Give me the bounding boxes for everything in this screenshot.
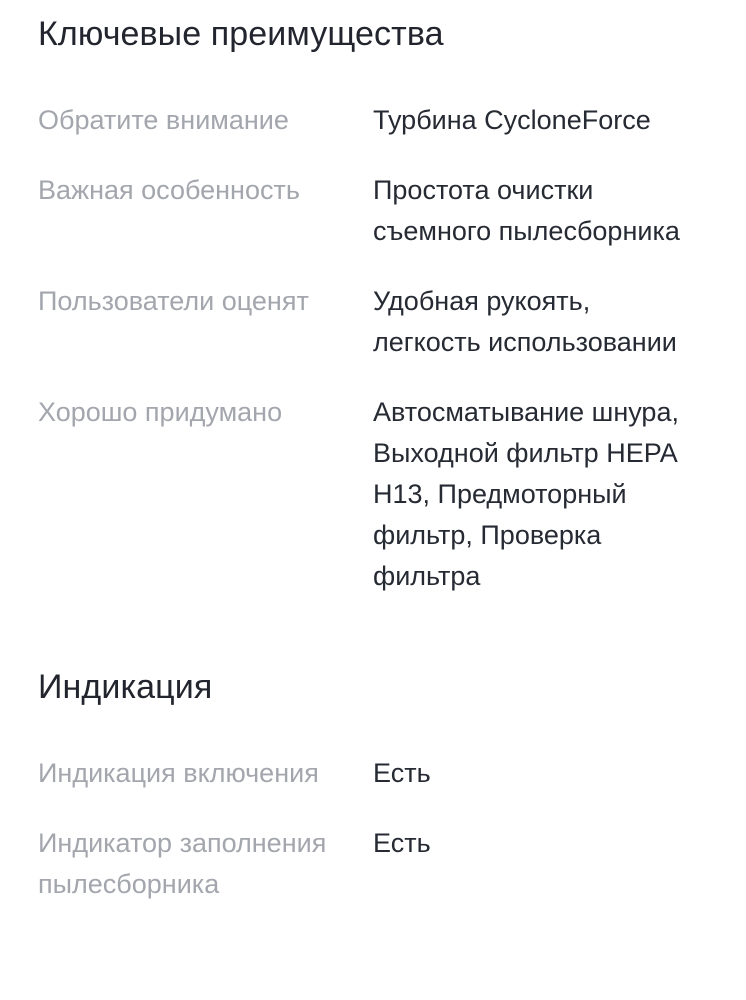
spec-row-attention bbox=[38, 100, 708, 141]
spec-row-well-designed bbox=[38, 392, 708, 597]
spec-value: Есть bbox=[373, 758, 431, 788]
spec-label: Хорошо придумано bbox=[38, 397, 283, 427]
spec-row-power-indicator bbox=[38, 753, 708, 794]
spec-value: Турбина CycloneForce bbox=[373, 105, 651, 135]
spec-row-dust-bin-indicator bbox=[38, 823, 708, 905]
key-benefits-section bbox=[38, 0, 708, 597]
spec-value: Удобная рукоять, легкость использовании bbox=[373, 286, 677, 357]
indication-title: Индикация bbox=[38, 668, 213, 706]
spec-value: Автосматывание шнура, Выходной фильтр HEPA H13, Предмоторный фильтр, Проверка фильтра bbox=[373, 397, 679, 591]
spec-value: Есть bbox=[373, 828, 431, 858]
spec-label: Индикация включения bbox=[38, 758, 319, 788]
spec-row-important-feature bbox=[38, 170, 708, 252]
spec-label: Важная особенность bbox=[38, 175, 300, 205]
indication-list bbox=[38, 753, 708, 905]
spec-label: Обратите внимание bbox=[38, 105, 289, 135]
spec-label: Индикатор заполнения пылесборника bbox=[38, 828, 327, 899]
spec-row-users-appreciate bbox=[38, 281, 708, 363]
spec-value: Простота очистки съемного пылесборника bbox=[373, 175, 680, 246]
spec-label: Пользователи оценят bbox=[38, 286, 309, 316]
key-benefits-list bbox=[38, 100, 708, 597]
key-benefits-title: Ключевые преимущества bbox=[38, 15, 444, 53]
indication-section bbox=[38, 667, 708, 905]
